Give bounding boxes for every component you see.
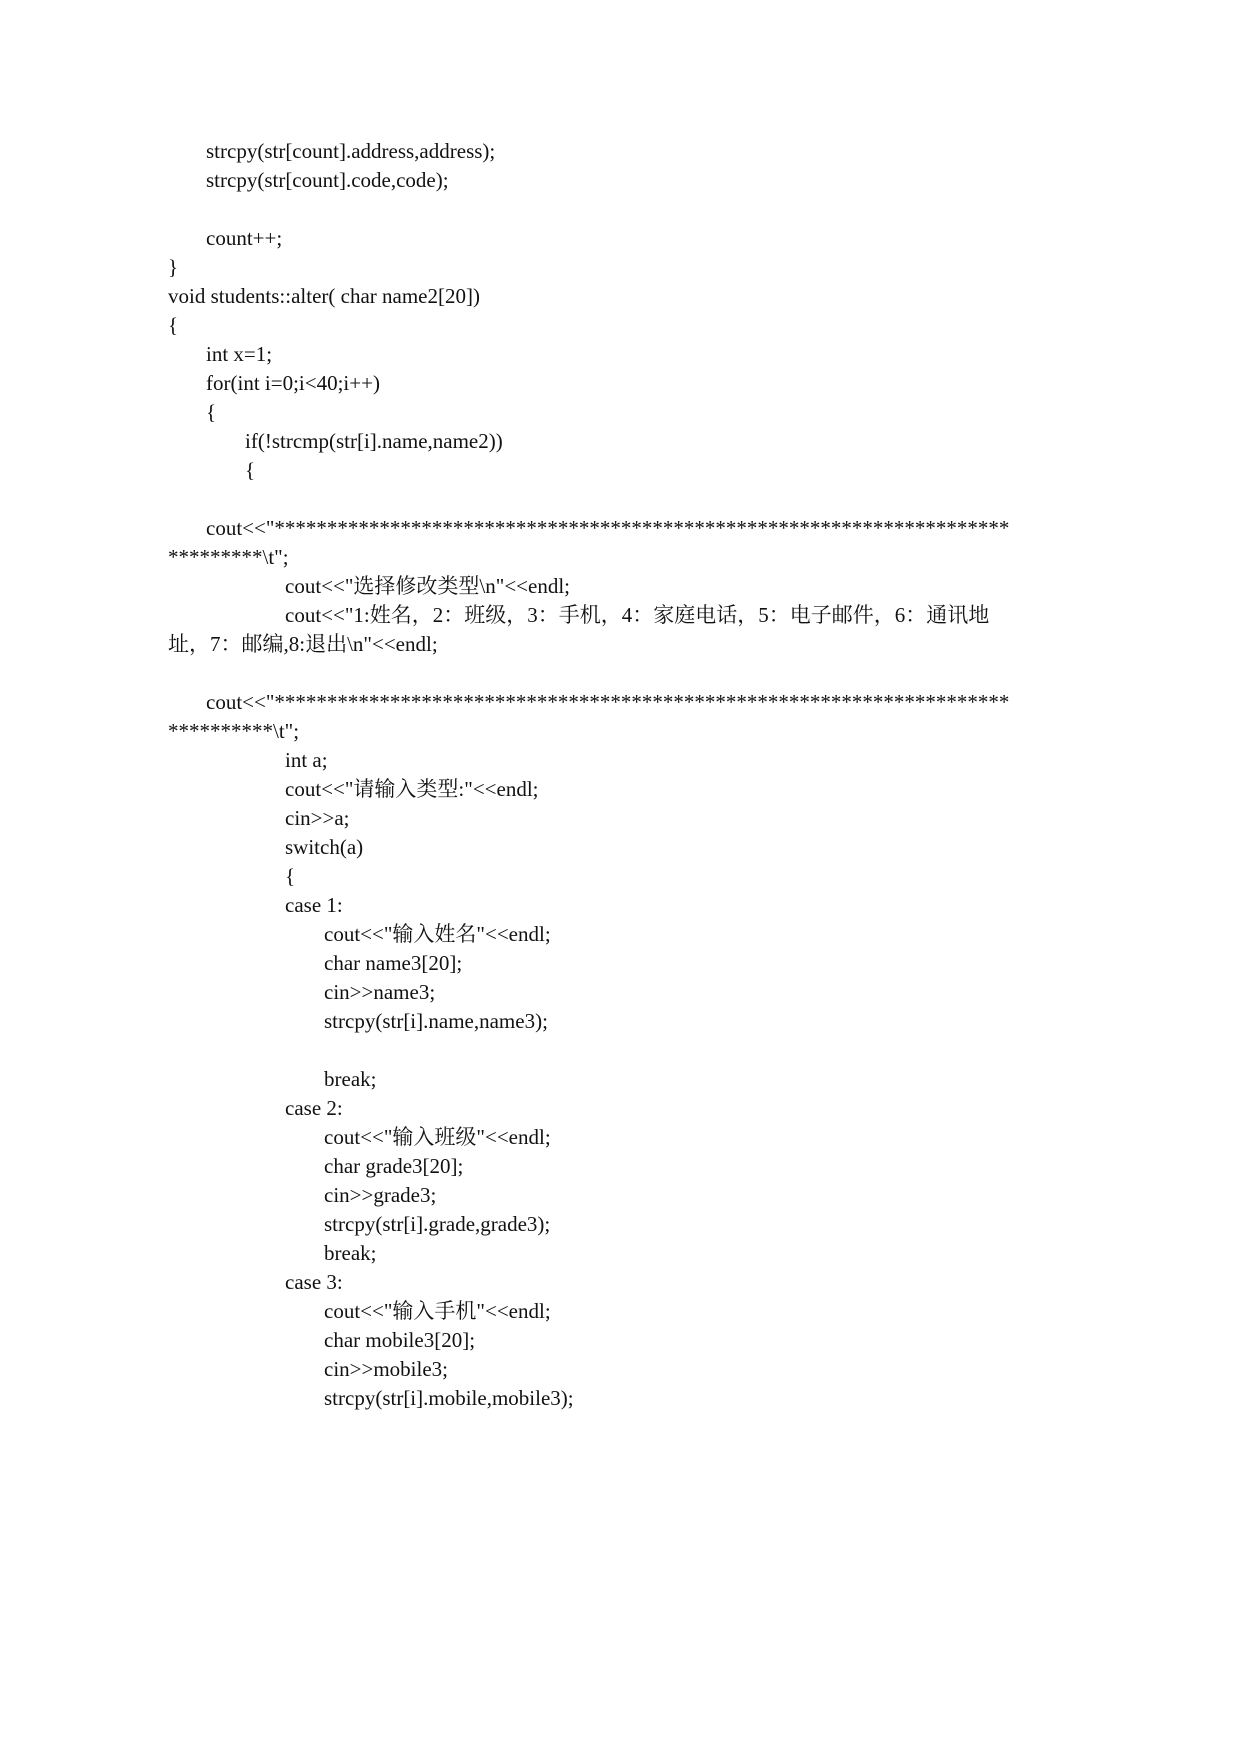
code-line: switch(a) — [285, 835, 364, 859]
code-line: strcpy(str[count].address,address); — [206, 139, 496, 163]
code-line: case 2: — [285, 1096, 343, 1120]
code-line: cout<<"********************************************************************** — [206, 516, 1010, 540]
code-line: if(!strcmp(str[i].name,name2)) — [245, 429, 503, 453]
code-line: cin>>grade3; — [324, 1183, 437, 1207]
code-line: cout<<"选择修改类型\n"<<endl; — [285, 574, 570, 598]
code-line: *********\t"; — [168, 545, 289, 569]
code-line: cout<<"输入班级"<<endl; — [324, 1125, 551, 1149]
code-line: strcpy(str[i].name,name3); — [324, 1009, 548, 1033]
code-line: cout<<"请输入类型:"<<endl; — [285, 777, 539, 801]
code-line: { — [285, 864, 296, 888]
code-line: } — [168, 255, 179, 279]
code-line: for(int i=0;i<40;i++) — [206, 371, 380, 395]
code-line: cin>>name3; — [324, 980, 436, 1004]
code-line: strcpy(str[i].mobile,mobile3); — [324, 1386, 574, 1410]
code-line: strcpy(str[i].grade,grade3); — [324, 1212, 551, 1236]
code-line: char grade3[20]; — [324, 1154, 464, 1178]
code-line: break; — [324, 1067, 377, 1091]
code-line: int x=1; — [206, 342, 273, 366]
code-line: { — [245, 458, 256, 482]
code-line: **********\t"; — [168, 719, 300, 743]
code-line: count++; — [206, 226, 283, 250]
code-line: cout<<"1:姓名，2：班级，3：手机，4：家庭电话，5：电子邮件，6：通讯地 — [285, 603, 990, 627]
code-line: cin>>mobile3; — [324, 1357, 449, 1381]
code-line: { — [206, 400, 217, 424]
code-line: strcpy(str[count].code,code); — [206, 168, 449, 192]
code-line: cout<<"输入姓名"<<endl; — [324, 922, 551, 946]
code-line: int a; — [285, 748, 328, 772]
code-line: cout<<"********************************************************************** — [206, 690, 1010, 714]
code-line: case 3: — [285, 1270, 343, 1294]
code-line: cout<<"输入手机"<<endl; — [324, 1299, 551, 1323]
code-line: char mobile3[20]; — [324, 1328, 476, 1352]
code-line: { — [168, 313, 179, 337]
code-line: break; — [324, 1241, 377, 1265]
code-line: void students::alter( char name2[20]) — [168, 284, 480, 308]
code-line: case 1: — [285, 893, 343, 917]
code-line: 址，7：邮编,8:退出\n"<<endl; — [168, 632, 438, 656]
code-line: cin>>a; — [285, 806, 350, 830]
code-line: char name3[20]; — [324, 951, 463, 975]
